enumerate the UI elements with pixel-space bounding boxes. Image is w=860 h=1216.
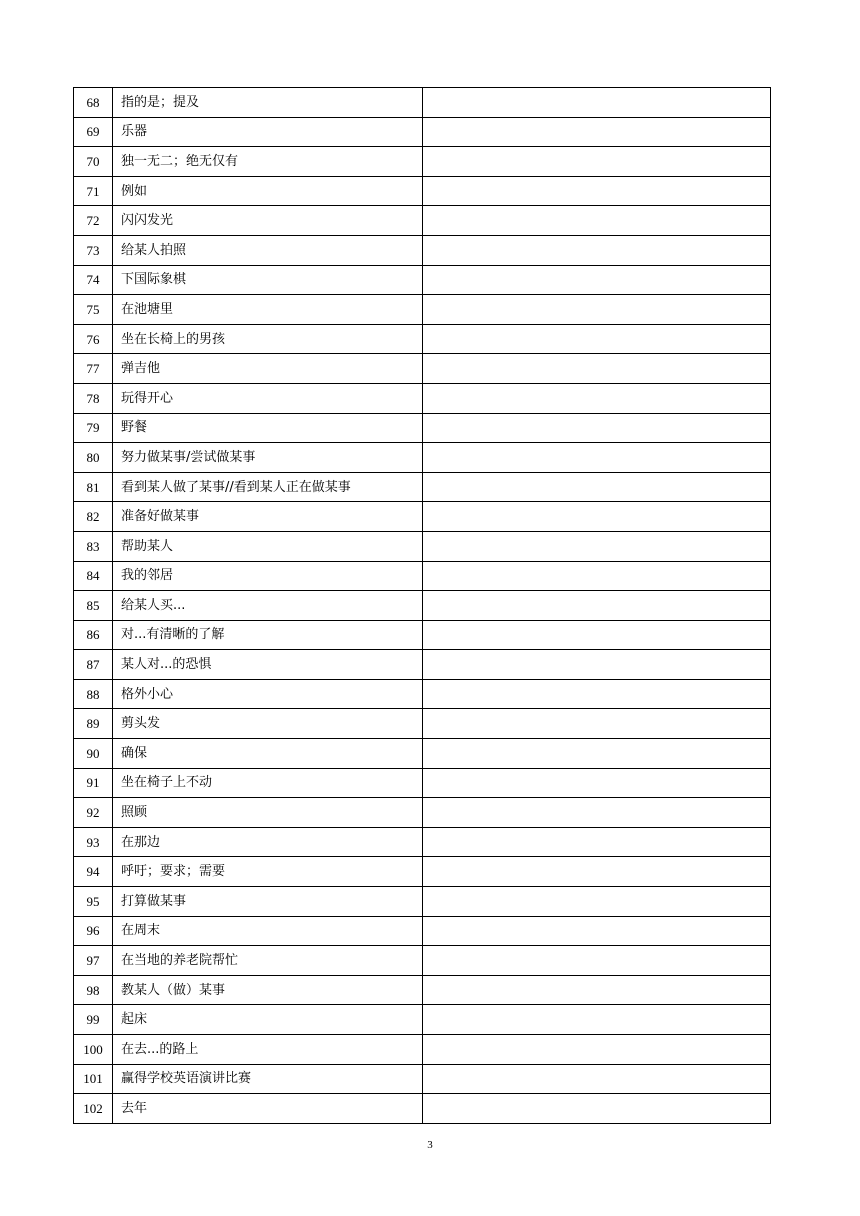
answer-cell[interactable] [423,1035,771,1065]
table-row [74,561,771,591]
table-row [74,413,771,443]
table-row [74,650,771,680]
table-row [74,383,771,413]
item-number: 69 [74,117,113,147]
item-number: 86 [74,620,113,650]
answer-cell[interactable] [423,739,771,769]
table-row [74,709,771,739]
item-number: 90 [74,739,113,769]
chinese-phrase: 例如 [113,176,423,206]
answer-cell[interactable] [423,1064,771,1094]
chinese-phrase: 剪头发 [113,709,423,739]
chinese-phrase: 闪闪发光 [113,206,423,236]
table-row [74,354,771,384]
chinese-phrase: 打算做某事 [113,887,423,917]
item-number: 82 [74,502,113,532]
table-row [74,443,771,473]
answer-cell[interactable] [423,887,771,917]
table-row [74,176,771,206]
table-row [74,857,771,887]
item-number: 73 [74,235,113,265]
item-number: 72 [74,206,113,236]
chinese-phrase: 给某人买... [113,591,423,621]
answer-cell[interactable] [423,88,771,118]
table-row [74,502,771,532]
item-number: 94 [74,857,113,887]
chinese-phrase: 独一无二；绝无仅有 [113,147,423,177]
chinese-phrase: 帮助某人 [113,531,423,561]
chinese-phrase: 弹吉他 [113,354,423,384]
chinese-phrase: 去年 [113,1094,423,1124]
chinese-phrase: 坐在椅子上不动 [113,768,423,798]
chinese-phrase: 指的是；提及 [113,88,423,118]
item-number: 71 [74,176,113,206]
chinese-phrase: 对...有清晰的了解 [113,620,423,650]
item-number: 100 [74,1035,113,1065]
table-row [74,117,771,147]
item-number: 79 [74,413,113,443]
table-row [74,798,771,828]
answer-cell[interactable] [423,413,771,443]
item-number: 99 [74,1005,113,1035]
answer-cell[interactable] [423,383,771,413]
chinese-phrase: 我的邻居 [113,561,423,591]
table-row [74,147,771,177]
answer-cell[interactable] [423,798,771,828]
item-number: 81 [74,472,113,502]
table-row [74,975,771,1005]
answer-cell[interactable] [423,265,771,295]
item-number: 87 [74,650,113,680]
table-row [74,827,771,857]
answer-cell[interactable] [423,561,771,591]
answer-cell[interactable] [423,591,771,621]
answer-cell[interactable] [423,472,771,502]
answer-cell[interactable] [423,946,771,976]
page-number: 3 [427,1139,433,1151]
chinese-phrase: 呼吁；要求；需要 [113,857,423,887]
item-number: 75 [74,295,113,325]
chinese-phrase: 在池塘里 [113,295,423,325]
item-number: 101 [74,1064,113,1094]
table-row [74,946,771,976]
table-row [74,620,771,650]
item-number: 68 [74,88,113,118]
answer-cell[interactable] [423,443,771,473]
item-number: 74 [74,265,113,295]
chinese-phrase: 在那边 [113,827,423,857]
chinese-phrase: 在去...的路上 [113,1035,423,1065]
chinese-phrase: 在当地的养老院帮忙 [113,946,423,976]
table-row [74,235,771,265]
item-number: 98 [74,975,113,1005]
item-number: 80 [74,443,113,473]
item-number: 84 [74,561,113,591]
chinese-phrase: 确保 [113,739,423,769]
answer-cell[interactable] [423,857,771,887]
table-row [74,768,771,798]
answer-cell[interactable] [423,235,771,265]
answer-cell[interactable] [423,354,771,384]
chinese-phrase: 赢得学校英语演讲比赛 [113,1064,423,1094]
item-number: 91 [74,768,113,798]
table-row [74,739,771,769]
table-row [74,265,771,295]
item-number: 95 [74,887,113,917]
answer-cell[interactable] [423,531,771,561]
answer-cell[interactable] [423,679,771,709]
chinese-phrase: 某人对...的恐惧 [113,650,423,680]
table-row [74,916,771,946]
chinese-phrase: 照顾 [113,798,423,828]
item-number: 89 [74,709,113,739]
answer-cell[interactable] [423,709,771,739]
answer-cell[interactable] [423,768,771,798]
item-number: 96 [74,916,113,946]
answer-cell[interactable] [423,206,771,236]
answer-cell[interactable] [423,117,771,147]
table-row [74,1005,771,1035]
item-number: 83 [74,531,113,561]
chinese-phrase: 野餐 [113,413,423,443]
answer-cell[interactable] [423,176,771,206]
answer-cell[interactable] [423,620,771,650]
item-number: 77 [74,354,113,384]
answer-cell[interactable] [423,324,771,354]
table-row [74,679,771,709]
chinese-phrase: 教某人（做）某事 [113,975,423,1005]
answer-cell[interactable] [423,916,771,946]
chinese-phrase: 格外小心 [113,679,423,709]
table-row [74,591,771,621]
chinese-phrase: 看到某人做了某事//看到某人正在做某事 [113,472,423,502]
table-row [74,88,771,118]
answer-cell[interactable] [423,147,771,177]
table-row [74,1064,771,1094]
table-row [74,1094,771,1124]
chinese-phrase: 乐器 [113,117,423,147]
item-number: 88 [74,679,113,709]
chinese-phrase: 下国际象棋 [113,265,423,295]
table-row [74,887,771,917]
chinese-phrase: 努力做某事/尝试做某事 [113,443,423,473]
table-row [74,472,771,502]
answer-cell[interactable] [423,502,771,532]
item-number: 92 [74,798,113,828]
vocabulary-table-body [74,88,771,1124]
item-number: 76 [74,324,113,354]
item-number: 93 [74,827,113,857]
chinese-phrase: 给某人拍照 [113,235,423,265]
item-number: 78 [74,383,113,413]
item-number: 102 [74,1094,113,1124]
chinese-phrase: 起床 [113,1005,423,1035]
item-number: 97 [74,946,113,976]
answer-cell[interactable] [423,650,771,680]
chinese-phrase: 在周末 [113,916,423,946]
chinese-phrase: 玩得开心 [113,383,423,413]
chinese-phrase: 准备好做某事 [113,502,423,532]
item-number: 85 [74,591,113,621]
answer-cell[interactable] [423,1094,771,1124]
vocabulary-table [73,87,771,1124]
chinese-phrase: 坐在长椅上的男孩 [113,324,423,354]
item-number: 70 [74,147,113,177]
answer-cell[interactable] [423,295,771,325]
table-row [74,531,771,561]
answer-cell[interactable] [423,1005,771,1035]
table-row [74,206,771,236]
table-row [74,324,771,354]
table-row [74,295,771,325]
table-row [74,1035,771,1065]
answer-cell[interactable] [423,975,771,1005]
answer-cell[interactable] [423,827,771,857]
